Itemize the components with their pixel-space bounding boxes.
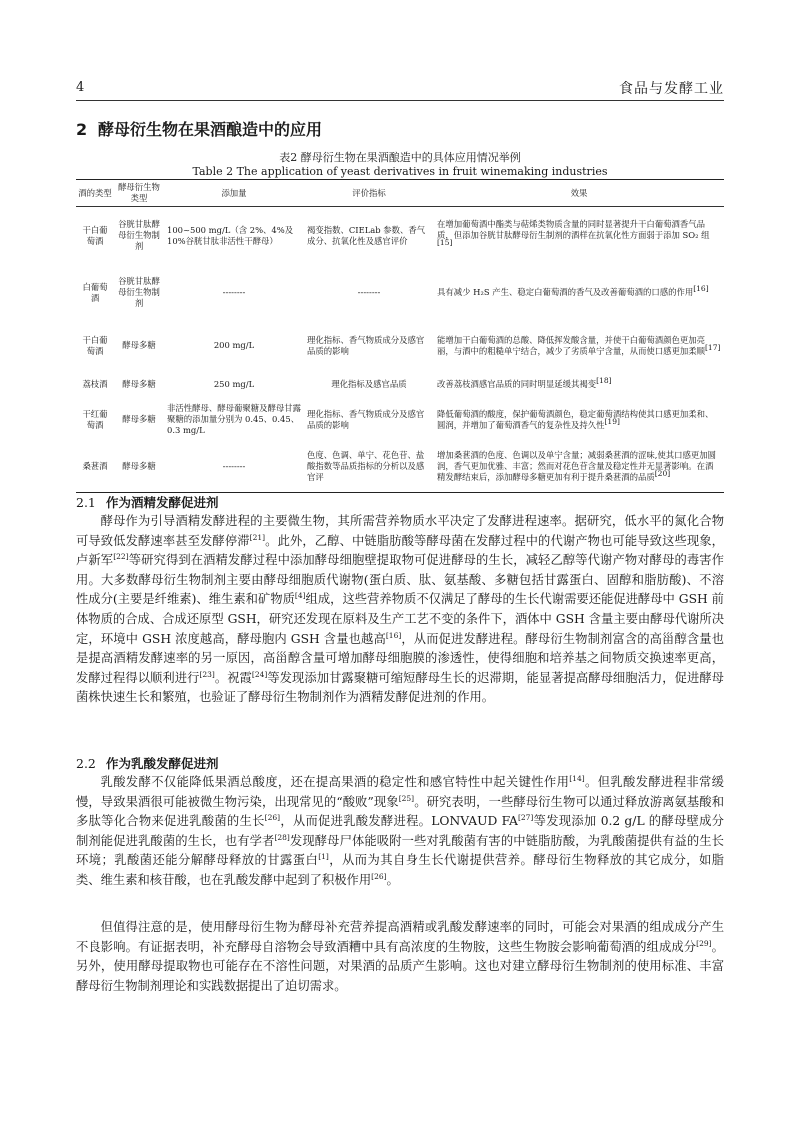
text-run: 。但乳酸发酵进程非常缓慢，导致果酒很可能被微生物污染，出现常见的“酸败”现象	[76, 775, 724, 809]
citation: [25]	[398, 793, 415, 803]
text-run: ，从而促进乳酸发酵进程。LONVAUD FA	[280, 814, 518, 829]
subsection-title: 作为乳酸发酵促进剂	[106, 756, 219, 771]
derivative-type-cell: 谷胱甘肽酵母衍生物制剂	[118, 276, 160, 308]
text-run: 酵母作为引导酒精发酵进程的主要微生物，其所需营养物质水平决定了发酵进程速率。据研究，低水平的氮化合物可导致低发酵速率甚至发酵停滞	[76, 514, 724, 548]
citation: [16]	[385, 630, 402, 640]
text-run: 。研究表明，一些酵母衍生物可以通过释放游离氨基酸和多肽等化合物来促进乳酸菌的生长	[76, 794, 724, 829]
effect-cell	[434, 441, 724, 493]
amount-cell: 非活性酵母、酵母葡聚糖及酵母甘露聚糖的添加量分别为 0.45、0.45、0.3 mg/L	[167, 403, 301, 435]
citation: [18]	[596, 376, 612, 386]
subsection-number: 2.1	[76, 495, 96, 510]
citation: [28]	[274, 832, 290, 842]
index-cell: 理化指标、香气物质成分及感官品质的影响	[307, 334, 425, 356]
effect-text: 在增加葡萄酒中酯类与萜烯类物质含量的同时显著提升干白葡萄酒香气品质，但添加谷胱甘肽酵母衍生制剂的酒样在抗氧化性方面弱于添加 SO₂ 组	[437, 219, 710, 241]
amount-cell: --------	[222, 287, 246, 297]
amount-cell: 100~500 mg/L（含 2%、4%及 10%谷胱甘肽非活性干酵母）	[167, 224, 294, 246]
derivative-type-cell: 酵母多糖	[122, 340, 156, 350]
paragraph	[76, 773, 724, 891]
table-row	[76, 371, 724, 399]
citation: [26]	[264, 813, 281, 823]
index-cell: 褐变指数、CIELab 参数、香气成分、抗氧化性及感官评价	[307, 224, 426, 246]
subsection-heading	[76, 754, 219, 772]
application-table	[76, 179, 724, 493]
page-header	[76, 78, 724, 101]
text-run: 。另外，使用酵母提取物也可能存在不溶性问题，对果酒的品质产生影响。这也对建立酵母衍生物制剂的使用标准、丰富酵母衍生物制剂理论和实践数据提出了迫切需求。	[76, 939, 724, 993]
subsection-number: 2.2	[76, 756, 96, 771]
table-row	[76, 441, 724, 493]
table-row	[76, 399, 724, 441]
effect-cell	[434, 321, 724, 371]
text-run: 。此外，乙醇、中链脂肪酸等酵母菌在发酵过程中的代谢产物也可能导致这些现象，卢新军	[76, 533, 724, 568]
citation: [21]	[249, 532, 266, 542]
citation: [4]	[294, 591, 306, 601]
table-row	[76, 321, 724, 371]
effect-text: 能增加干白葡萄酒的总酸、降低挥发酸含量，并使干白葡萄酒颜色更加亮丽，与酒中的粗糙单宁结合，减少了劣质单宁含量，从而使口感更加柔顺	[437, 334, 705, 356]
wine-type-cell: 荔枝酒	[82, 379, 108, 389]
effect-text: 降低葡萄酒的酸度，保护葡萄酒颜色，稳定葡萄酒结构使其口感更加柔和、圆润，并增加了葡萄酒香气的复杂性及持久性	[437, 408, 714, 430]
wine-type-cell: 桑葚酒	[76, 441, 114, 493]
citation: [19]	[604, 416, 620, 426]
column-header: 酒的类型	[76, 180, 114, 207]
table-caption-en: Table 2 The application of yeast derivatives in fruit winemaking industries	[192, 165, 608, 178]
journal-title: 食品与发酵工业	[619, 81, 724, 97]
section-heading	[76, 117, 322, 140]
table-caption-cn: 表2 酵母衍生物在果酒酿造中的具体应用情况举例	[279, 151, 521, 164]
text-run: 等发现添加甘露聚糖可缩短酵母生长的迟滞期，能显著提高酵母细胞活力，促进酵母菌株快速生长和繁殖，也验证了酵母衍生物制剂作为酒精发酵促进剂的作用。	[76, 670, 724, 705]
text-run: 。	[386, 872, 399, 887]
index-cell: 理化指标及感官品质	[331, 379, 407, 389]
wine-type-cell: 干白葡萄酒	[82, 334, 108, 356]
paragraph	[76, 918, 724, 996]
derivative-type-cell: 酵母多糖	[114, 441, 164, 493]
text-run: ，从而促进发酵进程。酵母衍生物制剂富含的高甾醇含量也是提高酒精发酵速率的另一原因，高甾醇含量可增加酵母细胞膜的渗透性，使得细胞和培养基之间物质交换速率更高，发酵过程得以顺利进行	[76, 631, 724, 685]
effect-text: 增加桑葚酒的色度、色调以及单宁含量；减弱桑葚酒的涩味,使其口感更加圆润，香气更加优雅、丰富；然而对花色苷含量及稳定性并无显著影响。在酒精发酵结束后，添加酵母多糖更加有利于提升桑葚酒的品质	[437, 449, 717, 482]
text-run: 发现酵母尸体能吸附一些对乳酸菌有害的中链脂肪酸，为乳酸菌提供有益的生长环境；乳酸菌还能分解酵母释放的甘露蛋白	[76, 833, 724, 868]
citation: [24]	[251, 669, 268, 679]
text-run: ，从而为其自身生长代谢提供营养。酵母衍生物释放的其它成分，如脂类、维生素和核苷酸，也在乳酸发酵中起到了积极作用	[76, 853, 724, 887]
citation: [16]	[693, 284, 709, 294]
text-run: 等发现添加 0.2 g/L 的酵母壁成分制剂能促进乳酸菌的生长，也有学者	[76, 814, 724, 848]
index-cell: 色度、色调、单宁、花色苷、盐酸指数等品质指标的分析以及感官评	[304, 441, 434, 493]
effect-cell	[434, 207, 724, 265]
citation: [1]	[318, 852, 329, 862]
citation: [26]	[371, 871, 387, 881]
column-header: 效果	[434, 180, 724, 207]
wine-type-cell: 白葡萄酒	[82, 281, 108, 303]
citation: [22]	[113, 552, 129, 562]
effect-text: 改善荔枝酒感官品质的同时明显延缓其褐变	[437, 379, 597, 389]
citation: [20]	[654, 468, 671, 478]
effect-text: 具有减少 H₂S 产生、稳定白葡萄酒的香气及改善葡萄酒的口感的作用	[437, 287, 694, 297]
section-title: 酵母衍生物在果酒酿造中的应用	[98, 120, 323, 139]
text-run: 乳酸发酵不仅能降低果酒总酸度，还在提高果酒的稳定性和感官特性中起关键性作用	[100, 775, 570, 789]
paragraph	[76, 512, 724, 708]
wine-type-cell: 干红葡萄酒	[82, 408, 108, 430]
amount-cell: 250 mg/L	[213, 379, 255, 389]
effect-cell	[434, 371, 724, 399]
wine-type-cell: 干白葡萄酒	[82, 224, 108, 246]
subsection-title: 作为酒精发酵促进剂	[106, 495, 219, 510]
amount-cell: --------	[164, 441, 304, 493]
citation: [27]	[517, 813, 534, 823]
citation: [15]	[437, 238, 453, 248]
text-run: 组成，这些营养物质不仅满足了酵母的生长代谢需要还能促进酵母中 GSH 前体物质的合成、合成还原型 GSH，研究还发现在原料及生产工艺不变的条件下，酒体中 GSH 含量主要由酵母代谢所决定，环境中 GSH 浓度越高，酵母胞内 GSH 含量也越高	[76, 592, 724, 646]
index-cell: 理化指标、香气物质成分及感官品质的影响	[307, 408, 425, 430]
effect-cell	[434, 399, 724, 441]
amount-cell: 200 mg/L	[213, 340, 255, 350]
citation: [17]	[705, 342, 721, 352]
citation: [14]	[569, 773, 585, 783]
effect-cell	[434, 265, 724, 321]
table-row	[76, 207, 724, 265]
text-run: 但值得注意的是，使用酵母衍生物为酵母补充营养提高酒精或乳酸发酵速率的同时，可能会对果酒的组成成分产生不良影响。有证据表明，补充酵母自溶物会导致酒糟中具有高浓度的生物胺，这些生物胺会影响葡萄酒的组成成分	[76, 920, 724, 954]
text-run: 。祝霞	[214, 670, 252, 685]
derivative-type-cell: 酵母多糖	[122, 379, 156, 389]
table-header-row	[76, 180, 724, 207]
subsection-heading	[76, 493, 219, 511]
page-number: 4	[76, 80, 85, 95]
citation: [23]	[199, 669, 215, 679]
table-row	[76, 265, 724, 321]
citation: [29]	[696, 938, 712, 948]
column-header: 酵母衍生物类型	[114, 180, 164, 207]
derivative-type-cell: 谷胱甘肽酵母衍生物制剂	[118, 219, 160, 252]
derivative-type-cell: 酵母多糖	[122, 414, 156, 424]
column-header: 评价指标	[304, 180, 434, 207]
text-run: 等研究得到在酒精发酵过程中添加酵母细胞壁提取物可促进酵母的生长，减轻乙醇等代谢产物对酵母的毒害作用。大多数酵母衍生物制剂主要由酵母细胞质代谢物(蛋白质、肽、氨基酸、多糖包括甘露蛋白、固醇和脂肪酸)、不溶性成分(主要是纤维素)、维生素和矿物质	[76, 553, 724, 607]
column-header: 添加量	[164, 180, 304, 207]
index-cell: --------	[357, 287, 381, 297]
section-number: 2	[76, 120, 88, 139]
